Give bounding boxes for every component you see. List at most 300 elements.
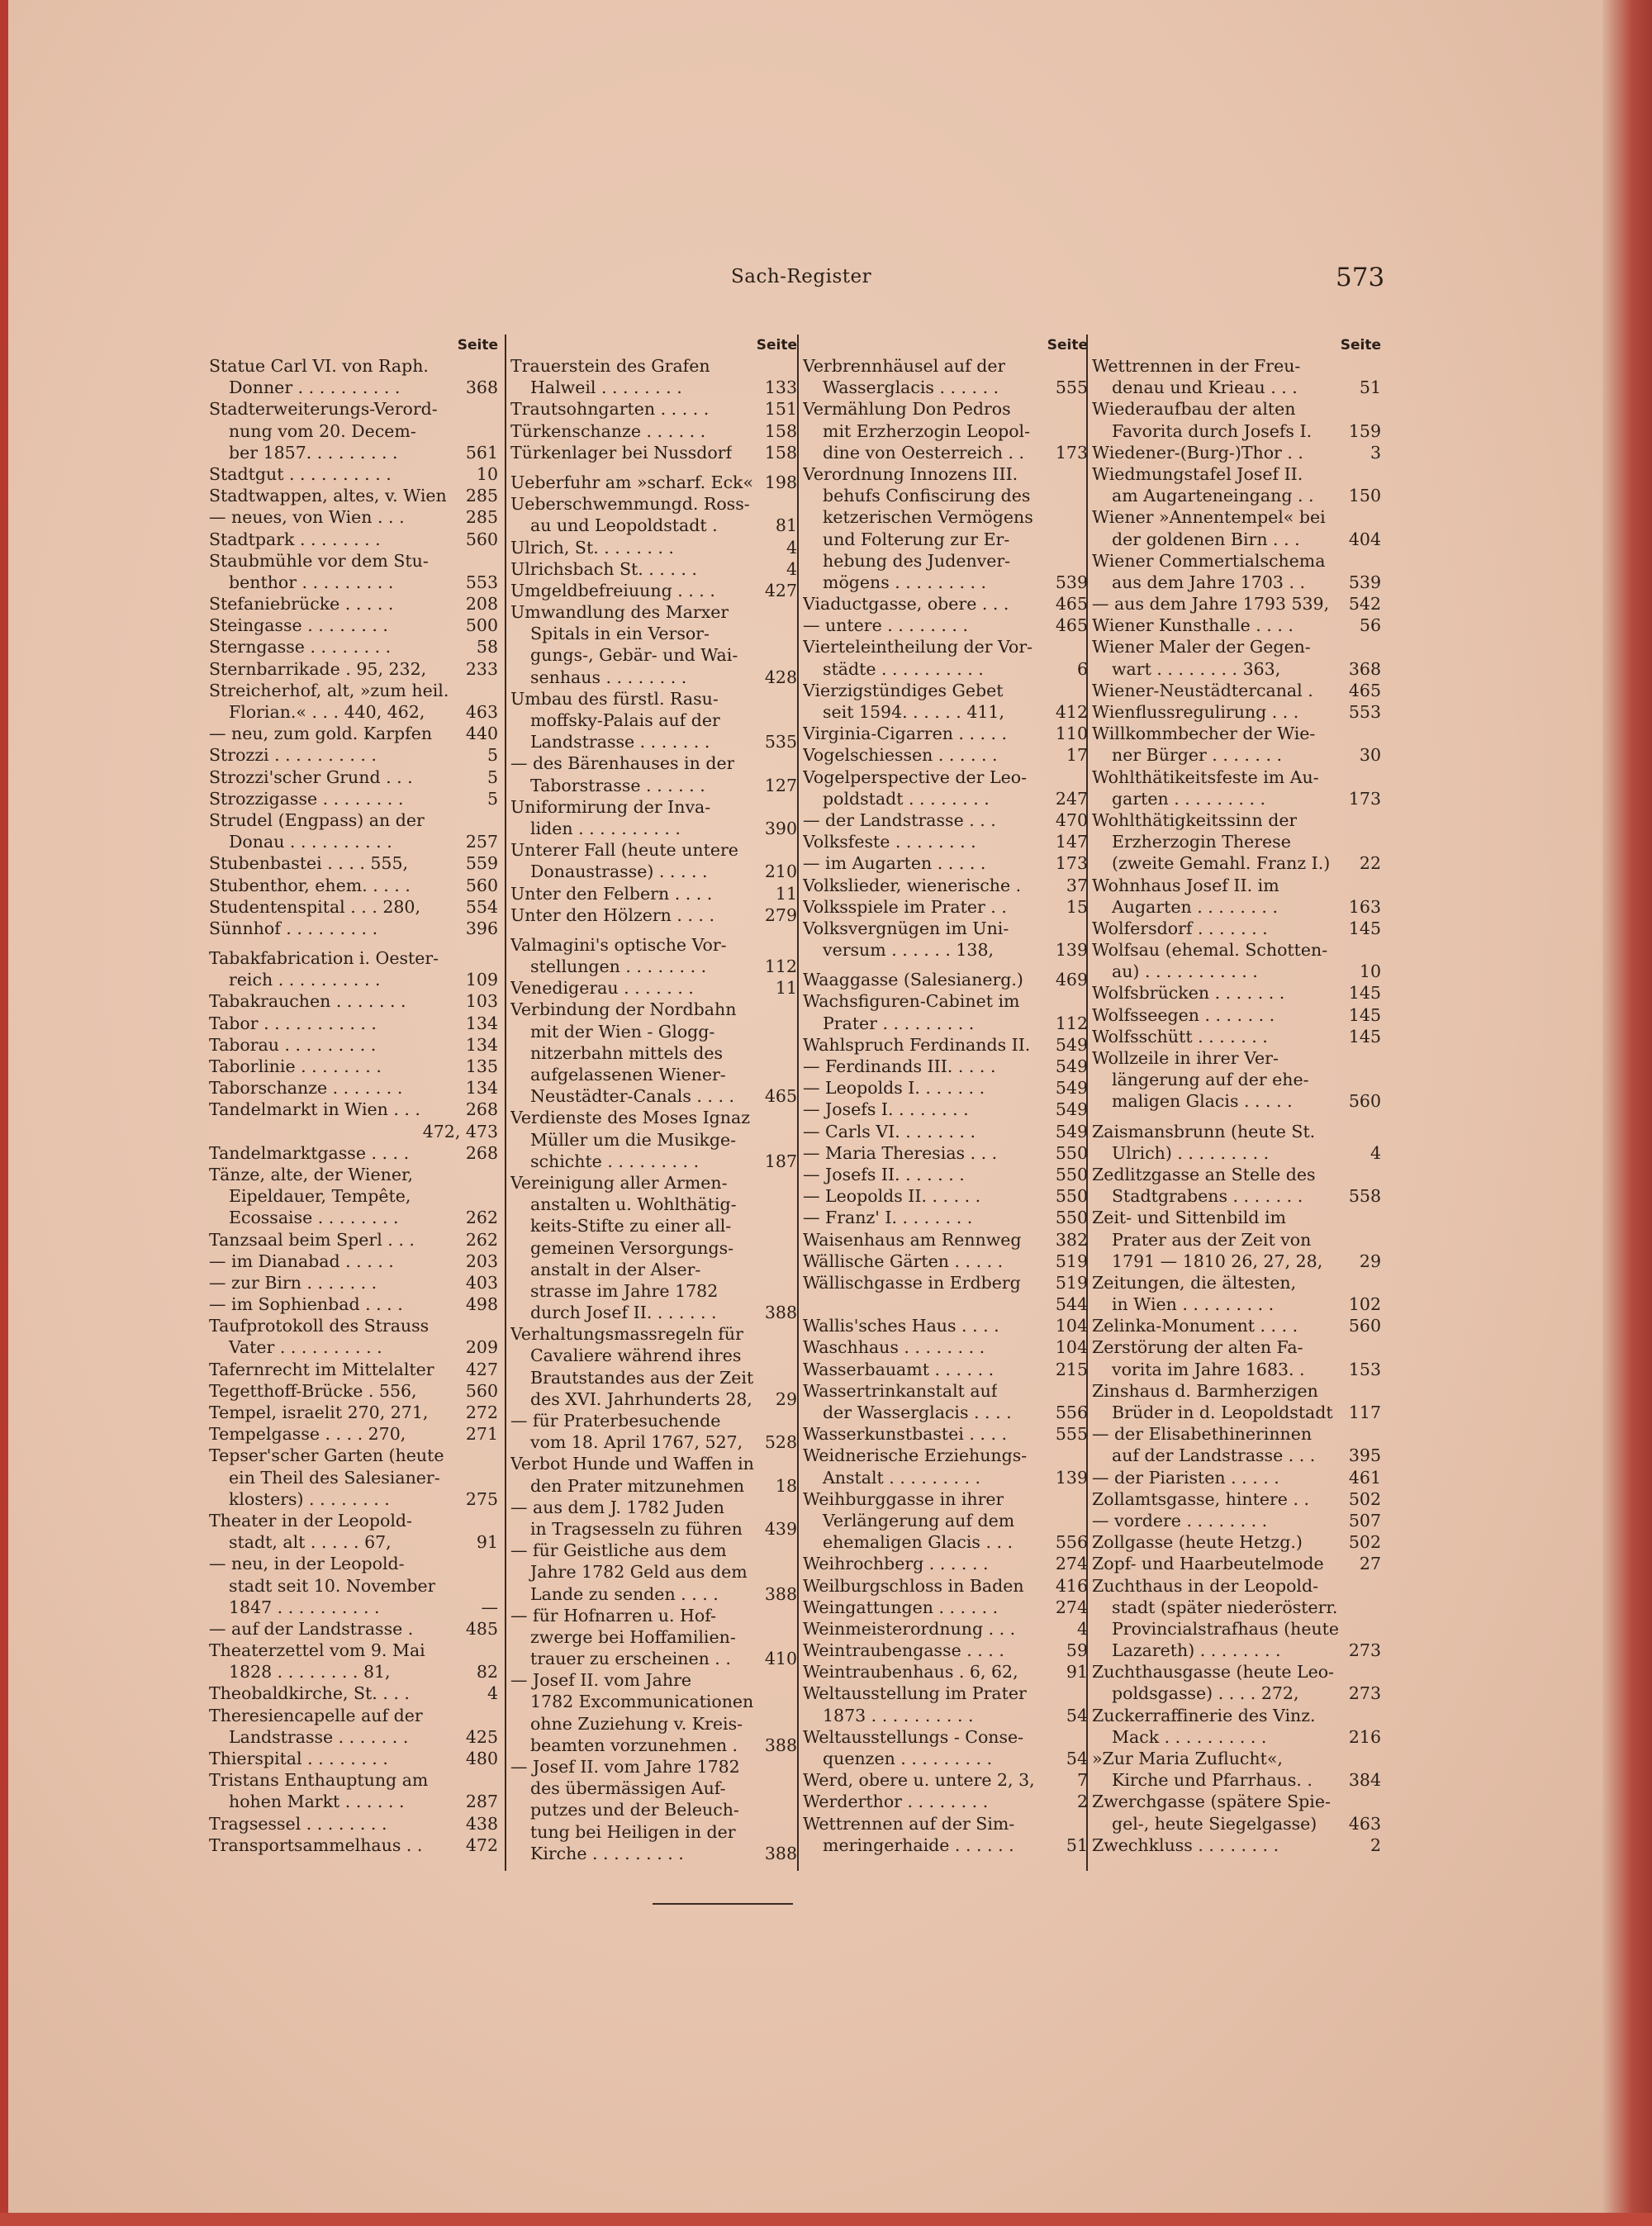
entry-text: 1828 . . . . . . . . 81, [229, 1662, 391, 1683]
entry-text: Wolfsschütt . . . . . . . [1092, 1026, 1268, 1047]
entry-text: — Ferdinands III. . . . . [803, 1056, 996, 1076]
index-entry [803, 1488, 1088, 1510]
index-entry [1092, 1142, 1381, 1164]
index-entry [1092, 355, 1381, 377]
entry-page-ref: 112 [764, 956, 797, 977]
entry-page-ref: 51 [1359, 377, 1381, 398]
index-entry [1092, 442, 1381, 463]
entry-page-ref: 535 [764, 732, 797, 752]
entry-text: — der Elisabethinerinnen [1092, 1424, 1313, 1445]
entry-page-ref: 262 [465, 1229, 498, 1250]
entry-text: Wahlspruch Ferdinands II. [803, 1034, 1031, 1055]
index-entry [510, 1691, 797, 1712]
entry-text: — im Augarten . . . . . [803, 853, 986, 874]
entry-page-ref: 388 [764, 1843, 797, 1863]
entry-text: Favorita durch Josefs I. [1112, 420, 1313, 441]
index-entry [1092, 852, 1381, 874]
entry-text: Umgeldbefreiuung . . . . [510, 580, 715, 600]
entry-text: ketzerischen Vermögens [823, 507, 1033, 528]
entry-page-ref: 273 [1348, 1683, 1381, 1704]
entry-page-ref: 554 [465, 896, 498, 917]
index-entry [209, 1769, 498, 1791]
entry-text: Zwerchgasse (spätere Spie- [1092, 1792, 1331, 1812]
entry-page-ref: 187 [764, 1151, 797, 1171]
index-entry [803, 1705, 1088, 1726]
entry-page-ref: 390 [764, 818, 797, 838]
entry-text: aufgelassenen Wiener- [530, 1065, 726, 1085]
index-entry [1092, 1834, 1381, 1856]
index-entries [803, 355, 1088, 1856]
index-entry [803, 809, 1088, 831]
index-entry [510, 1497, 797, 1518]
index-entry [510, 1626, 797, 1648]
index-entry [209, 1488, 498, 1510]
index-entry [209, 398, 498, 420]
entry-text: Wolfsbrücken . . . . . . . [1092, 983, 1285, 1004]
entry-page-ref: 469 [1055, 970, 1088, 990]
index-entry [209, 1359, 498, 1380]
index-entry [510, 861, 797, 882]
entry-text: — neu, zum gold. Karpfen [209, 724, 433, 744]
entry-page-ref: 560 [1348, 1316, 1381, 1336]
index-entries [510, 355, 797, 1864]
entry-text: Weintraubenhaus . 6, 62, [803, 1662, 1018, 1683]
index-entry [1092, 1531, 1381, 1553]
entry-text: Zelinka-Monument . . . . [1092, 1316, 1298, 1336]
index-entry [1092, 1164, 1381, 1185]
index-entry [510, 1021, 797, 1042]
entry-page-ref: 51 [1066, 1834, 1088, 1855]
index-entry [510, 420, 797, 442]
entry-text: mit der Wien - Glogg- [530, 1021, 715, 1042]
index-entry [803, 875, 1088, 896]
index-entry [1092, 1488, 1381, 1510]
book-bottom-edge [0, 2213, 1652, 2226]
entry-text: zwerge bei Hoffamilien- [530, 1626, 736, 1647]
index-entry [510, 1280, 797, 1302]
entry-text: Kirche . . . . . . . . . [530, 1843, 684, 1863]
entry-page-ref: 550 [1055, 1208, 1088, 1228]
entry-page-ref: 558 [1348, 1186, 1381, 1207]
index-entry [803, 1077, 1088, 1099]
index-entry [510, 731, 797, 752]
index-entry [1092, 506, 1381, 528]
index-entry [510, 1172, 797, 1194]
entry-text: in Tragsesseln zu führen [530, 1518, 743, 1539]
entry-page-ref: 465 [1055, 594, 1088, 615]
entry-page-ref: 550 [1055, 1142, 1088, 1163]
entry-page-ref: 553 [465, 572, 498, 592]
entry-text: stadt, alt . . . . . 67, [229, 1532, 392, 1553]
index-entry [1092, 615, 1381, 636]
index-entry [510, 1085, 797, 1107]
entry-page-ref: 29 [1359, 1251, 1381, 1271]
entry-page-ref: 54 [1066, 1705, 1088, 1725]
entry-text: Volksvergnügen im Uni- [803, 918, 1009, 938]
entry-page-ref: 560 [465, 1380, 498, 1401]
index-entry [803, 1359, 1088, 1380]
index-entry [803, 1423, 1088, 1445]
entry-text: Wohlthätigkeitssinn der [1092, 809, 1298, 830]
index-entry [209, 1402, 498, 1423]
index-entry [510, 580, 797, 601]
index-entry [1092, 1069, 1381, 1090]
entry-page-ref: 262 [465, 1208, 498, 1228]
index-entry [209, 636, 498, 657]
entry-page-ref: 104 [1055, 1316, 1088, 1336]
entry-text: Virginia-Cigarren . . . . . [803, 724, 1008, 744]
entry-text: Umbau des fürstl. Rasu- [510, 688, 719, 709]
column-divider [505, 335, 506, 1871]
index-entry [510, 1540, 797, 1561]
entry-text: Vogelschiessen . . . . . . [803, 745, 998, 766]
entry-text: Tänze, alte, der Wiener, [209, 1164, 414, 1184]
entry-text: Donner . . . . . . . . . . [229, 377, 401, 398]
entry-text: Jahre 1782 Geld aus dem [530, 1562, 748, 1583]
page-number: 573 [1336, 263, 1385, 292]
entry-text: — Leopolds I. . . . . . . [803, 1078, 985, 1099]
entry-text: Wolfsau (ehemal. Schotten- [1092, 940, 1328, 961]
entry-text: Trautsohngarten . . . . . [510, 399, 710, 420]
entry-page-ref: 388 [764, 1735, 797, 1755]
entry-page-ref: 173 [1348, 788, 1381, 809]
entry-page-ref: 274 [1055, 1554, 1088, 1574]
index-entry [1092, 1640, 1381, 1661]
index-entry [510, 377, 797, 398]
entry-page-ref: 275 [465, 1488, 498, 1509]
index-entry [510, 1237, 797, 1259]
entry-page-ref: 5 [487, 767, 498, 787]
index-entry [209, 1510, 498, 1531]
entry-text: anstalten u. Wohlthätig- [530, 1194, 737, 1215]
index-entry [510, 752, 797, 774]
entry-text: Theresiencapelle auf der [209, 1705, 423, 1725]
entry-text: moffsky-Palais auf der [530, 710, 720, 730]
entry-page-ref: 555 [1055, 377, 1088, 398]
entry-text: Wassertrinkanstalt auf [803, 1380, 998, 1401]
entry-text: Cavaliere während ihres [530, 1346, 742, 1366]
seite-label: Seite [1047, 337, 1088, 354]
entry-page-ref: 37 [1066, 875, 1088, 895]
index-entry [510, 1561, 797, 1583]
index-entry [803, 990, 1088, 1012]
entry-page-ref: 500 [465, 615, 498, 636]
index-entry [510, 1583, 797, 1605]
index-entry [209, 463, 498, 485]
entry-text: gel-, heute Siegelgasse) [1112, 1813, 1317, 1834]
entry-text: Provincialstrafhaus (heute [1112, 1618, 1340, 1639]
entry-page-ref: 463 [465, 702, 498, 722]
entry-text: städte . . . . . . . . . . [823, 658, 984, 679]
entry-text: versum . . . . . . 138, [823, 940, 995, 961]
index-entry [1092, 680, 1381, 701]
entry-page-ref: 158 [764, 420, 797, 441]
index-entry [1092, 485, 1381, 506]
index-entry [510, 1821, 797, 1843]
index-entry [803, 1445, 1088, 1466]
entry-page-ref: 150 [1348, 486, 1381, 506]
index-entry [510, 1194, 797, 1215]
entry-page-ref: 502 [1348, 1488, 1381, 1509]
entry-text: Stadtpark . . . . . . . . [209, 529, 381, 549]
index-entry [1092, 723, 1381, 744]
index-entry [510, 1605, 797, 1626]
entry-text: tung bei Heiligen in der [530, 1821, 736, 1842]
entry-text: anstalt in der Alser- [530, 1259, 701, 1279]
entry-page-ref: 4 [487, 1683, 498, 1704]
entry-page-ref: 247 [1055, 788, 1088, 809]
entry-page-ref: 10 [476, 463, 498, 484]
entry-page-ref: 109 [465, 970, 498, 990]
entry-text: Taborlinie . . . . . . . . [209, 1056, 382, 1076]
index-entry [803, 767, 1088, 788]
index-entry [209, 947, 498, 969]
entry-text: Wolfersdorf . . . . . . . [1092, 918, 1268, 938]
entry-text: Tempel, israelit 270, 271, [209, 1403, 429, 1422]
index-entry [803, 1769, 1088, 1791]
entry-page-ref: 519 [1055, 1251, 1088, 1271]
entry-page-ref: 216 [1348, 1726, 1381, 1747]
entry-page-ref: 139 [1055, 940, 1088, 961]
index-entry [803, 1034, 1088, 1056]
index-entry [209, 767, 498, 788]
entry-page-ref: 382 [1055, 1229, 1088, 1250]
entry-page-ref: 560 [1348, 1091, 1381, 1112]
entry-text: Wettrennen in der Freu- [1092, 356, 1301, 376]
entry-page-ref: 151 [764, 399, 797, 420]
index-entry [803, 1185, 1088, 1207]
entry-text: Zollamtsgasse, hintere . . [1092, 1488, 1309, 1509]
seite-label: Seite [457, 337, 498, 354]
index-entry [803, 723, 1088, 744]
index-entry [209, 1705, 498, 1726]
entry-text: Waaggasse (Salesianerg.) [803, 970, 1023, 990]
entry-text: Ueberschwemmungd. Ross- [510, 494, 750, 515]
index-entry [510, 1777, 797, 1799]
entry-text: Werd, obere u. untere 2, 3, [803, 1770, 1035, 1791]
entry-page-ref: 561 [465, 442, 498, 463]
entry-page-ref: 285 [465, 507, 498, 528]
entry-text: Wiedener-(Burg-)Thor . . [1092, 442, 1303, 463]
entry-page-ref: 81 [775, 515, 797, 536]
index-entry [1092, 1661, 1381, 1683]
index-entry [803, 701, 1088, 723]
entry-text: Wachsfiguren-Cabinet im [803, 991, 1020, 1012]
index-entry [1092, 572, 1381, 593]
entry-text: Donaustrasse) . . . . . [530, 861, 708, 882]
entry-text: — auf der Landstrasse . [209, 1618, 414, 1639]
entry-text: Landstrasse . . . . . . . [229, 1726, 409, 1747]
entry-page-ref: 384 [1348, 1770, 1381, 1791]
index-entry [209, 1683, 498, 1704]
index-entry [209, 701, 498, 723]
index-entry [1092, 1272, 1381, 1293]
entry-text: Wiener Commertialschema [1092, 550, 1326, 571]
index-entry [209, 1726, 498, 1748]
entry-page-ref: 82 [476, 1662, 498, 1683]
entry-page-ref: — [481, 1597, 498, 1617]
entry-page-ref: 4 [786, 558, 797, 579]
entry-text: Zinshaus d. Barmherzigen [1092, 1380, 1318, 1401]
index-entry [1092, 593, 1381, 615]
index-entry [209, 788, 498, 809]
entry-text: — neu, in der Leopold- [209, 1554, 405, 1574]
entry-text: Theaterzettel vom 9. Mai [209, 1640, 425, 1661]
entry-text: Weihburggasse in ihrer [803, 1488, 1004, 1509]
index-entry [510, 1302, 797, 1323]
index-entry [510, 442, 797, 463]
index-entry [510, 1042, 797, 1064]
entry-page-ref: 461 [1348, 1467, 1381, 1488]
entry-page-ref: 519 [1055, 1272, 1088, 1293]
index-entry [510, 537, 797, 558]
entry-text: Wollzeile in ihrer Ver- [1092, 1048, 1279, 1068]
entry-page-ref: 30 [1359, 745, 1381, 766]
index-entry [209, 896, 498, 918]
index-entry [510, 883, 797, 904]
index-entry [1092, 398, 1381, 420]
index-entry [209, 1272, 498, 1293]
entry-text: Sünnhof . . . . . . . . . [209, 918, 378, 938]
entry-page-ref: 257 [465, 832, 498, 852]
entry-page-ref: 549 [1055, 1056, 1088, 1076]
index-entry [510, 1475, 797, 1497]
index-entry [803, 918, 1088, 939]
entry-text: Ulrichsbach St. . . . . . [510, 558, 697, 579]
entry-text: Theobaldkirche, St. . . . [209, 1683, 410, 1704]
index-entry [803, 1293, 1088, 1315]
entry-text: Umwandlung des Marxer [510, 602, 729, 623]
entry-page-ref: 135 [465, 1056, 498, 1076]
entry-text: senhaus . . . . . . . . [530, 667, 687, 687]
index-entry [803, 1834, 1088, 1856]
entry-page-ref: 158 [764, 442, 797, 463]
index-entry [1092, 918, 1381, 939]
entry-text: Weltausstellungs - Conse- [803, 1726, 1024, 1747]
entry-text: Zaismansbrunn (heute St. [1092, 1121, 1316, 1141]
running-head-title: Sach-Register [731, 266, 872, 287]
entry-text: Ulrich) . . . . . . . . . [1112, 1142, 1270, 1163]
index-entry [209, 1099, 498, 1120]
entry-text: — Leopolds II. . . . . . [803, 1186, 981, 1207]
entry-text: und Folterung zur Er- [823, 529, 1010, 549]
index-entry [803, 1748, 1088, 1769]
entry-page-ref: 549 [1055, 1099, 1088, 1120]
index-entry [803, 1056, 1088, 1077]
index-entry [803, 1402, 1088, 1423]
entry-page-ref: 438 [465, 1813, 498, 1834]
entry-page-ref: 560 [465, 529, 498, 549]
entry-text: Sterngasse . . . . . . . . [209, 637, 392, 657]
index-entry [510, 558, 797, 580]
entry-page-ref: 553 [1348, 702, 1381, 722]
entry-text: am Augarteneingang . . [1112, 486, 1314, 506]
entry-text: Transportsammelhaus . . [209, 1834, 423, 1855]
index-entry [510, 667, 797, 688]
entry-page-ref: 559 [465, 853, 498, 874]
entry-text: den Prater mitzunehmen [530, 1475, 745, 1496]
index-entry [510, 623, 797, 644]
entry-text: Verordnung Innozens III. [803, 463, 1018, 484]
entry-page-ref: 145 [1348, 983, 1381, 1004]
entry-text: Tafernrecht im Mittelalter [209, 1359, 434, 1379]
entry-page-ref: 403 [465, 1272, 498, 1293]
entry-text: Ecossaise . . . . . . . . [229, 1208, 399, 1228]
index-entry [1092, 767, 1381, 788]
entry-text: in Wien . . . . . . . . . [1112, 1294, 1275, 1315]
entry-text: ber 1857. . . . . . . . . [229, 442, 398, 463]
entry-page-ref: 555 [1055, 1424, 1088, 1445]
entry-text: Zeitungen, die ältesten, [1092, 1272, 1297, 1293]
index-entry [209, 1207, 498, 1228]
index-entry [510, 1669, 797, 1691]
entry-text: Weidnerische Erziehungs- [803, 1445, 1028, 1466]
entry-page-ref: 272 [465, 1403, 498, 1422]
entry-text: klosters) . . . . . . . . [229, 1488, 390, 1509]
entry-text: poldsgasse) . . . . 272, [1112, 1683, 1299, 1704]
index-entry [803, 1142, 1088, 1164]
entry-page-ref: 472, 473 [422, 1121, 498, 1141]
entry-text: Strozzigasse . . . . . . . . [209, 788, 404, 809]
entry-text: Tegetthoff-Brücke . 556, [209, 1380, 417, 1401]
entry-page-ref: 4 [786, 537, 797, 558]
entry-page-ref: 173 [1055, 442, 1088, 463]
index-entry [803, 1099, 1088, 1120]
entry-page-ref: 112 [1055, 1013, 1088, 1033]
entry-page-ref: 465 [764, 1086, 797, 1107]
entry-text: Wienflussregulirung . . . [1092, 702, 1299, 722]
entry-text: Taufprotokoll des Strauss [209, 1316, 430, 1336]
entry-page-ref: 368 [465, 377, 498, 398]
index-entry [803, 1336, 1088, 1358]
index-entry [803, 485, 1088, 506]
entry-text: — vordere . . . . . . . . [1092, 1510, 1268, 1531]
entry-text: — für Geistliche aus dem [510, 1540, 727, 1561]
entry-text: Stefaniebrücke . . . . . [209, 594, 394, 615]
entry-page-ref: 550 [1055, 1164, 1088, 1184]
index-entry [209, 1445, 498, 1466]
index-entry [209, 1748, 498, 1769]
book-binding-edge [0, 0, 8, 2226]
index-entry [803, 658, 1088, 680]
entry-page-ref: 465 [1348, 680, 1381, 700]
index-entry [1092, 1683, 1381, 1704]
entry-page-ref: 440 [465, 724, 498, 744]
index-entry [510, 1735, 797, 1756]
index-entry [510, 1713, 797, 1735]
entry-page-ref: 528 [764, 1432, 797, 1453]
entry-page-ref: 173 [1055, 853, 1088, 874]
entry-text: Wiener »Annentempel« bei [1092, 507, 1326, 528]
entry-page-ref: 208 [465, 594, 498, 615]
entry-text: Wiederaufbau der alten [1092, 399, 1296, 420]
entry-text: ohne Zuziehung v. Kreis- [530, 1713, 743, 1734]
seite-label: Seite [1340, 337, 1381, 354]
index-entry [1092, 875, 1381, 896]
index-entry [209, 1185, 498, 1207]
index-entry [510, 355, 797, 377]
index-entry [510, 904, 797, 926]
entry-page-ref: 470 [1055, 809, 1088, 830]
entry-text: Strudel (Engpass) an der [209, 809, 425, 830]
entry-text: — Josefs I. . . . . . . . [803, 1099, 969, 1120]
index-entry [510, 934, 797, 956]
entry-page-ref: 480 [465, 1749, 498, 1768]
index-entries [1092, 355, 1381, 1856]
index-entry [1092, 831, 1381, 852]
entry-page-ref: 145 [1348, 918, 1381, 938]
entry-text: Studentenspital . . . 280, [209, 896, 420, 917]
